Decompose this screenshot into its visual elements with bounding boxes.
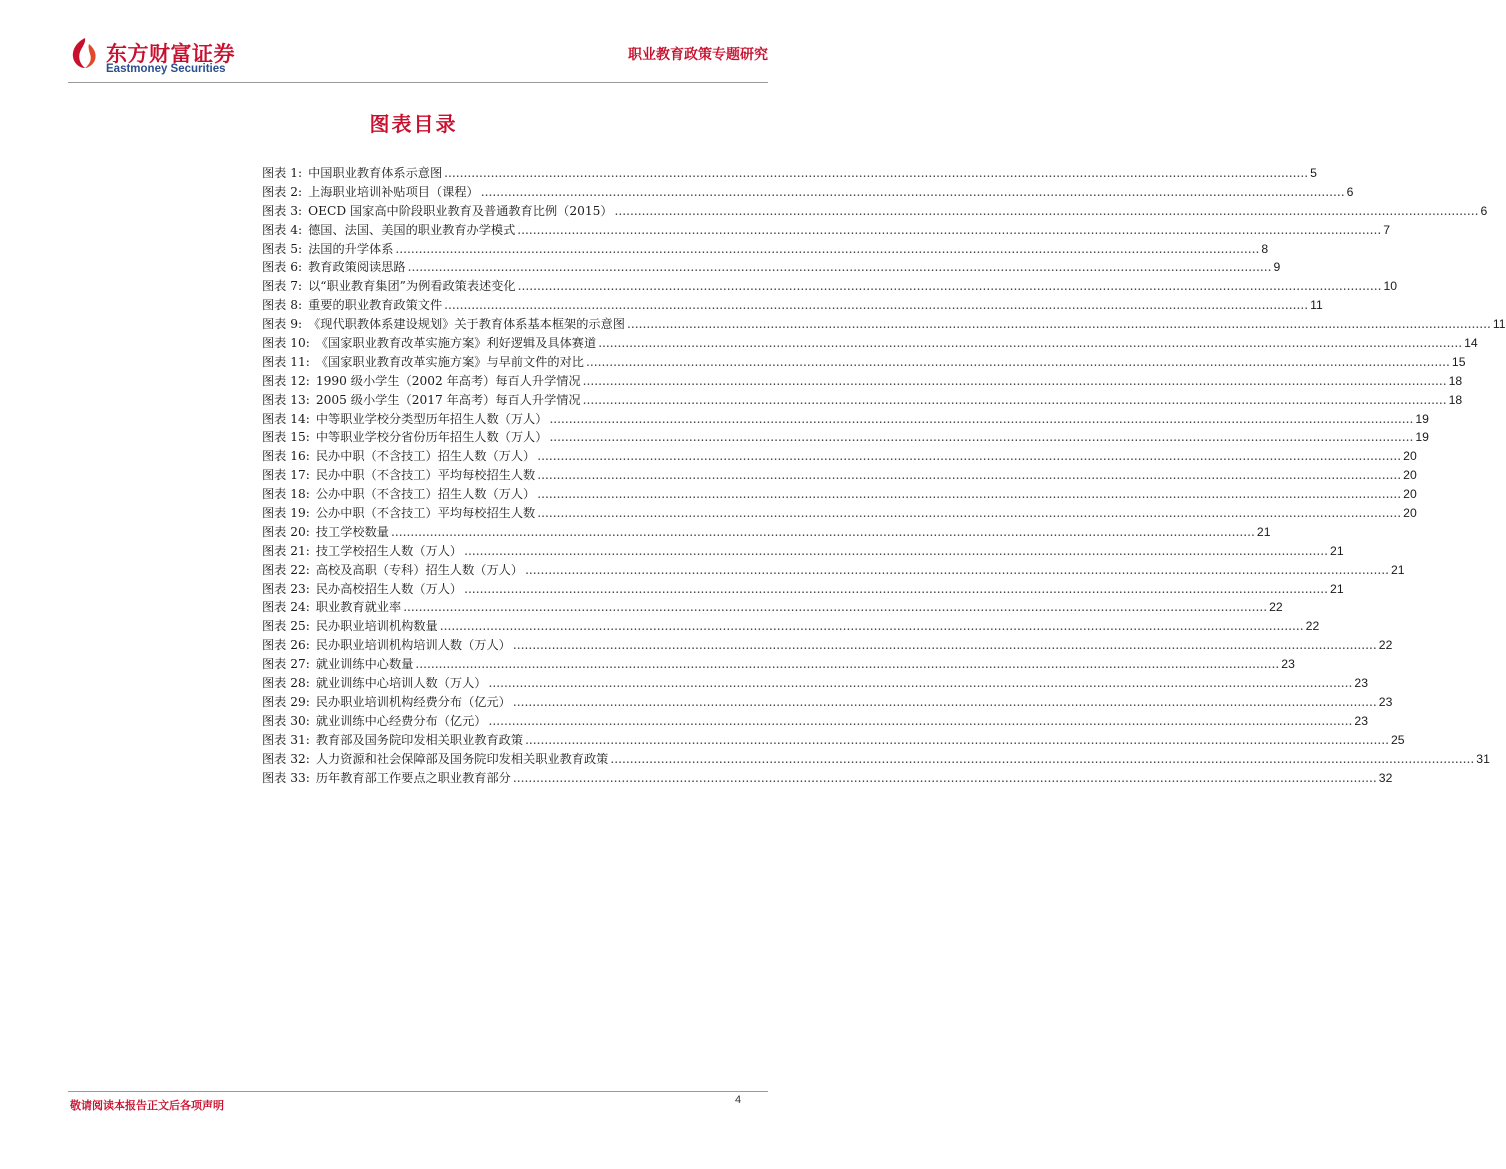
toc-entry-label: 图表 22: bbox=[262, 562, 310, 577]
toc-entry-title: 教育部及国务院印发相关职业教育政策 bbox=[315, 732, 524, 747]
toc-title: 图表目录 bbox=[369, 112, 458, 136]
toc-entry-title: 中等职业学校分省份历年招生人数（万人） bbox=[315, 430, 548, 445]
toc-entry[interactable] bbox=[262, 221, 1390, 240]
toc-entry-label: 图表 30: bbox=[262, 713, 310, 728]
toc-entry-title: 民办高校招生人数（万人） bbox=[315, 581, 463, 596]
toc-entry[interactable] bbox=[262, 693, 1393, 712]
toc-entry-page: 11 bbox=[1310, 298, 1323, 313]
toc-entry-page: 20 bbox=[1403, 487, 1417, 502]
toc-entry-label: 图表 8: bbox=[262, 298, 303, 313]
toc-entry-label: 图表 20: bbox=[262, 524, 310, 539]
toc-entry[interactable] bbox=[262, 334, 1478, 353]
toc-entry-page: 5 bbox=[1310, 166, 1317, 180]
toc-entry[interactable] bbox=[262, 258, 1281, 277]
report-title: 职业教育政策专题研究 bbox=[628, 47, 768, 63]
toc-entry-title: 人力资源和社会保障部及国务院印发相关职业教育政策 bbox=[315, 751, 609, 766]
page-number: 4 bbox=[735, 1094, 742, 1106]
toc-entry-title: 以“职业教育集团”为例看政策表述变化 bbox=[308, 279, 516, 294]
toc-entry-label: 图表 10: bbox=[262, 336, 310, 351]
toc-entry[interactable] bbox=[262, 598, 1283, 617]
toc-entry-page: 23 bbox=[1281, 657, 1295, 672]
toc-entry-title: 上海职业培训补贴项目（课程） bbox=[308, 184, 479, 199]
toc-entry[interactable] bbox=[262, 750, 1490, 769]
toc-entry[interactable] bbox=[262, 617, 1320, 636]
toc-leader-dots bbox=[537, 449, 1401, 463]
toc-entry-page: 11 bbox=[1492, 317, 1506, 332]
toc-entry-title: 历年教育部工作要点之职业教育部分 bbox=[315, 770, 511, 785]
toc-leader-dots bbox=[525, 563, 1389, 577]
toc-leader-dots bbox=[408, 260, 1272, 274]
toc-entry-page: 23 bbox=[1378, 694, 1393, 709]
toc-entry-label: 图表 32: bbox=[262, 751, 310, 766]
toc-entry-label: 图表 3: bbox=[262, 203, 303, 218]
toc-entry-label: 图表 7: bbox=[262, 279, 303, 294]
toc-entry-page: 31 bbox=[1476, 751, 1490, 766]
toc-leader-dots bbox=[537, 506, 1401, 520]
toc-entry[interactable] bbox=[262, 410, 1429, 429]
toc-leader-dots bbox=[464, 582, 1328, 596]
toc-entry-label: 图表 17: bbox=[262, 468, 310, 483]
toc-entry[interactable] bbox=[262, 542, 1344, 561]
toc-entry[interactable] bbox=[262, 164, 1317, 183]
toc-leader-dots bbox=[464, 544, 1328, 558]
header-divider bbox=[68, 82, 768, 83]
toc-entry-page: 6 bbox=[1480, 203, 1488, 218]
toc-leader-dots bbox=[444, 166, 1308, 180]
toc-leader-dots bbox=[489, 676, 1353, 690]
toc-entry[interactable] bbox=[262, 674, 1368, 693]
toc-entry-page: 22 bbox=[1378, 638, 1393, 653]
toc-leader-dots bbox=[525, 733, 1389, 747]
toc-leader-dots bbox=[391, 525, 1255, 539]
logo-english-name: Eastmoney Securities bbox=[106, 63, 226, 75]
toc-entry-page: 20 bbox=[1403, 449, 1417, 464]
toc-entry-title: 公办中职（不含技工）招生人数（万人） bbox=[315, 487, 536, 502]
toc-entry-label: 图表 19: bbox=[262, 506, 310, 521]
toc-entry[interactable] bbox=[262, 655, 1295, 674]
toc-entry[interactable] bbox=[262, 712, 1368, 731]
toc-leader-dots bbox=[513, 771, 1377, 785]
toc-entry-label: 图表 13: bbox=[262, 392, 310, 407]
toc-entry-title: 职业教育就业率 bbox=[315, 600, 402, 615]
toc-entry-title: 《国家职业教育改革实施方案》与早前文件的对比 bbox=[315, 354, 584, 369]
toc-entry-title: 高校及高职（专科）招生人数（万人） bbox=[315, 562, 524, 577]
toc-entry-page: 21 bbox=[1330, 581, 1344, 596]
toc-entry-page: 21 bbox=[1390, 562, 1405, 577]
toc-leader-dots bbox=[615, 204, 1479, 218]
toc-entry-page: 15 bbox=[1451, 354, 1466, 369]
toc-entry-page: 22 bbox=[1269, 600, 1283, 615]
toc-entry-label: 图表 23: bbox=[262, 581, 310, 596]
toc-entry-label: 图表 24: bbox=[262, 600, 310, 615]
toc-entry-page: 20 bbox=[1403, 468, 1417, 483]
toc-entry-label: 图表 21: bbox=[262, 543, 310, 558]
toc-entry-label: 图表 14: bbox=[262, 411, 310, 426]
toc-entry-page: 18 bbox=[1448, 373, 1463, 388]
toc-entry-label: 图表 6: bbox=[262, 260, 303, 275]
toc-entry-page: 19 bbox=[1415, 430, 1429, 445]
footer-divider bbox=[68, 1091, 768, 1092]
toc-entry-page: 25 bbox=[1390, 732, 1405, 747]
toc-entry[interactable] bbox=[262, 391, 1463, 410]
toc-entry-title: 就业训练中心数量 bbox=[315, 657, 414, 672]
toc-leader-dots bbox=[627, 317, 1491, 331]
toc-entry-page: 22 bbox=[1305, 619, 1320, 634]
toc-entry[interactable] bbox=[262, 240, 1269, 259]
page-header bbox=[68, 36, 768, 82]
toc-entry-label: 图表 15: bbox=[262, 430, 310, 445]
toc-entry-page: 10 bbox=[1383, 279, 1398, 294]
toc-leader-dots bbox=[403, 600, 1267, 614]
toc-entry-label: 图表 4: bbox=[262, 222, 303, 237]
toc-entry[interactable] bbox=[262, 183, 1354, 202]
toc-entry[interactable] bbox=[262, 561, 1405, 580]
toc-leader-dots bbox=[549, 412, 1413, 426]
toc-entry[interactable] bbox=[262, 636, 1393, 655]
toc-entry-page: 21 bbox=[1330, 543, 1344, 558]
logo-chinese-name: 东方财富证券 bbox=[106, 42, 235, 66]
toc-entry[interactable] bbox=[262, 504, 1417, 523]
toc-entry-page: 23 bbox=[1354, 676, 1368, 691]
eastmoney-logo-icon bbox=[68, 36, 102, 70]
toc-entry-title: 民办职业培训机构数量 bbox=[315, 619, 438, 634]
toc-entry[interactable] bbox=[262, 731, 1405, 750]
toc-entry[interactable] bbox=[262, 277, 1398, 296]
toc-leader-dots bbox=[586, 355, 1450, 369]
toc-entry-label: 图表 28: bbox=[262, 676, 310, 691]
toc-entry-label: 图表 16: bbox=[262, 449, 310, 464]
toc-entry-label: 图表 27: bbox=[262, 657, 310, 672]
footer-disclaimer: 敬请阅读本报告正文后各项声明 bbox=[70, 1099, 224, 1112]
toc-entry-page: 8 bbox=[1261, 241, 1269, 256]
toc-leader-dots bbox=[440, 619, 1304, 633]
toc-entry-title: 中国职业教育体系示意图 bbox=[308, 166, 443, 180]
toc-entry-page: 14 bbox=[1464, 336, 1478, 351]
toc-entry[interactable] bbox=[262, 428, 1429, 447]
toc-entry-label: 图表 5: bbox=[262, 241, 303, 256]
toc-entry-title: 技工学校数量 bbox=[315, 524, 389, 539]
toc-leader-dots bbox=[583, 374, 1447, 388]
toc-entry-title: 法国的升学体系 bbox=[308, 241, 394, 256]
toc-entry[interactable] bbox=[262, 523, 1271, 542]
toc-entry-label: 图表 2: bbox=[262, 184, 303, 199]
toc-entry-title: 民办中职（不含技工）平均每校招生人数 bbox=[315, 468, 536, 483]
toc-leader-dots bbox=[513, 638, 1377, 652]
toc-entry-label: 图表 29: bbox=[262, 694, 310, 709]
toc-entry[interactable] bbox=[262, 466, 1417, 485]
toc-entry-title: 技工学校招生人数（万人） bbox=[315, 543, 463, 558]
toc-entry-label: 图表 31: bbox=[262, 732, 310, 747]
toc-entry-label: 图表 25: bbox=[262, 619, 310, 634]
toc-entry-page: 19 bbox=[1415, 411, 1429, 426]
toc-entry-title: 民办中职（不含技工）招生人数（万人） bbox=[315, 449, 536, 464]
toc-entry-title: 1990 级小学生（2002 年高考）每百人升学情况 bbox=[315, 373, 581, 388]
toc-entry[interactable] bbox=[262, 296, 1323, 315]
toc-entry-title: 重要的职业教育政策文件 bbox=[308, 298, 443, 313]
toc-entry-title: 《现代职教体系建设规划》关于教育体系基本框架的示意图 bbox=[308, 317, 625, 332]
toc-entry-label: 图表 1: bbox=[262, 166, 303, 180]
toc-entry[interactable] bbox=[262, 202, 1488, 221]
toc-entry-title: 民办职业培训机构经费分布（亿元） bbox=[315, 694, 511, 709]
toc-leader-dots bbox=[517, 223, 1381, 237]
toc-entry-label: 图表 9: bbox=[262, 317, 303, 332]
toc-entry[interactable] bbox=[262, 447, 1417, 466]
toc-entry-page: 6 bbox=[1346, 184, 1354, 199]
toc-entry[interactable] bbox=[262, 315, 1506, 334]
toc-entry-page: 21 bbox=[1256, 524, 1271, 539]
toc-entry[interactable] bbox=[262, 353, 1466, 372]
toc-entry-title: OECD 国家高中阶段职业教育及普通教育比例（2015） bbox=[308, 203, 613, 218]
toc-entry-label: 图表 18: bbox=[262, 487, 310, 502]
toc-entry-title: 就业训练中心培训人数（万人） bbox=[315, 676, 487, 691]
toc-entry-label: 图表 26: bbox=[262, 638, 310, 653]
toc-leader-dots bbox=[610, 752, 1474, 766]
toc-entry-title: 就业训练中心经费分布（亿元） bbox=[315, 713, 487, 728]
toc-leader-dots bbox=[518, 279, 1382, 293]
toc-leader-dots bbox=[549, 430, 1413, 444]
toc-entry[interactable] bbox=[262, 372, 1463, 391]
toc-entry-page: 7 bbox=[1383, 222, 1390, 237]
toc-leader-dots bbox=[583, 393, 1447, 407]
toc-leader-dots bbox=[489, 714, 1353, 728]
toc-leader-dots bbox=[481, 185, 1345, 199]
toc-entry[interactable] bbox=[262, 769, 1393, 788]
toc-leader-dots bbox=[513, 695, 1377, 709]
toc-leader-dots bbox=[444, 298, 1308, 312]
toc-entry-title: 公办中职（不含技工）平均每校招生人数 bbox=[315, 506, 536, 521]
toc-leader-dots bbox=[598, 336, 1462, 350]
toc-entry-page: 18 bbox=[1448, 392, 1463, 407]
toc-entry[interactable] bbox=[262, 485, 1417, 504]
toc-entry-page: 20 bbox=[1403, 506, 1417, 521]
toc-entry-title: 中等职业学校分类型历年招生人数（万人） bbox=[315, 411, 548, 426]
toc-entry-title: 教育政策阅读思路 bbox=[308, 260, 406, 275]
toc-entry-label: 图表 12: bbox=[262, 373, 310, 388]
toc-leader-dots bbox=[537, 487, 1401, 501]
toc-entry-title: 民办职业培训机构培训人数（万人） bbox=[315, 638, 511, 653]
toc-entry[interactable] bbox=[262, 580, 1344, 599]
toc-entry-label: 图表 11: bbox=[262, 354, 310, 369]
toc-entry-page: 23 bbox=[1354, 713, 1368, 728]
toc-entry-title: 《国家职业教育改革实施方案》利好逻辑及具体赛道 bbox=[315, 336, 597, 351]
toc-entry-title: 德国、法国、美国的职业教育办学模式 bbox=[308, 222, 516, 237]
toc-entry-page: 9 bbox=[1273, 260, 1281, 275]
toc-entry-page: 32 bbox=[1378, 770, 1393, 785]
toc-leader-dots bbox=[415, 657, 1279, 671]
toc-entry-label: 图表 33: bbox=[262, 770, 310, 785]
toc-leader-dots bbox=[395, 242, 1259, 256]
toc-leader-dots bbox=[537, 468, 1401, 482]
toc-entry-title: 2005 级小学生（2017 年高考）每百人升学情况 bbox=[315, 392, 581, 407]
toc-list bbox=[262, 164, 1506, 787]
